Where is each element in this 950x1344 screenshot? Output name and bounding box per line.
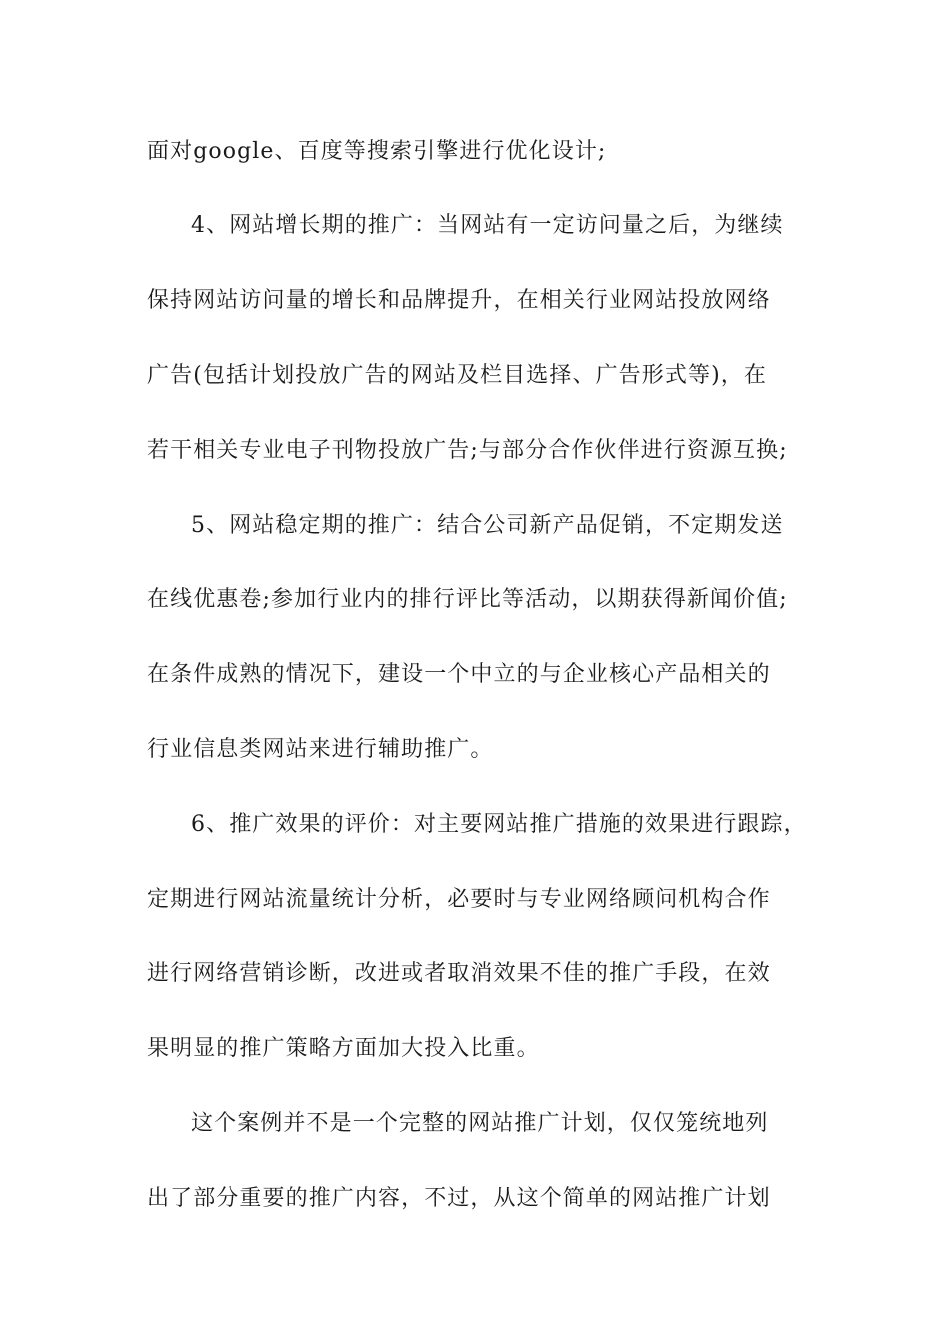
text-line: 若干相关专业电子刊物投放广告;与部分合作伙伴进行资源互换;	[147, 438, 788, 463]
text-line: 行业信息类网站来进行辅助推广。	[147, 737, 494, 762]
text-line: 6、推广效果的评价：对主要网站推广措施的效果进行跟踪，	[191, 812, 807, 837]
text-line: 果明显的推广策略方面加大投入比重。	[147, 1036, 540, 1061]
text-line: 面对google、百度等搜索引擎进行优化设计;	[147, 139, 607, 164]
text-line: 5、网站稳定期的推广：结合公司新产品促销，不定期发送	[191, 513, 784, 538]
text-line: 保持网站访问量的增长和品牌提升，在相关行业网站投放网络	[147, 288, 771, 313]
text-line: 进行网络营销诊断，改进或者取消效果不佳的推广手段，在效	[147, 961, 771, 986]
text-line: 在线优惠卷;参加行业内的排行评比等活动，以期获得新闻价值;	[147, 587, 788, 612]
text-line: 这个案例并不是一个完整的网站推广计划，仅仅笼统地列	[191, 1111, 769, 1136]
text-line: 定期进行网站流量统计分析，必要时与专业网络顾问机构合作	[147, 887, 771, 912]
text-line: 4、网站增长期的推广：当网站有一定访问量之后，为继续	[191, 213, 784, 238]
text-line: 在条件成熟的情况下，建设一个中立的与企业核心产品相关的	[147, 662, 771, 687]
text-line: 出了部分重要的推广内容，不过，从这个简单的网站推广计划	[147, 1186, 771, 1211]
text-line: 广告(包括计划投放广告的网站及栏目选择、广告形式等)，在	[147, 363, 767, 388]
